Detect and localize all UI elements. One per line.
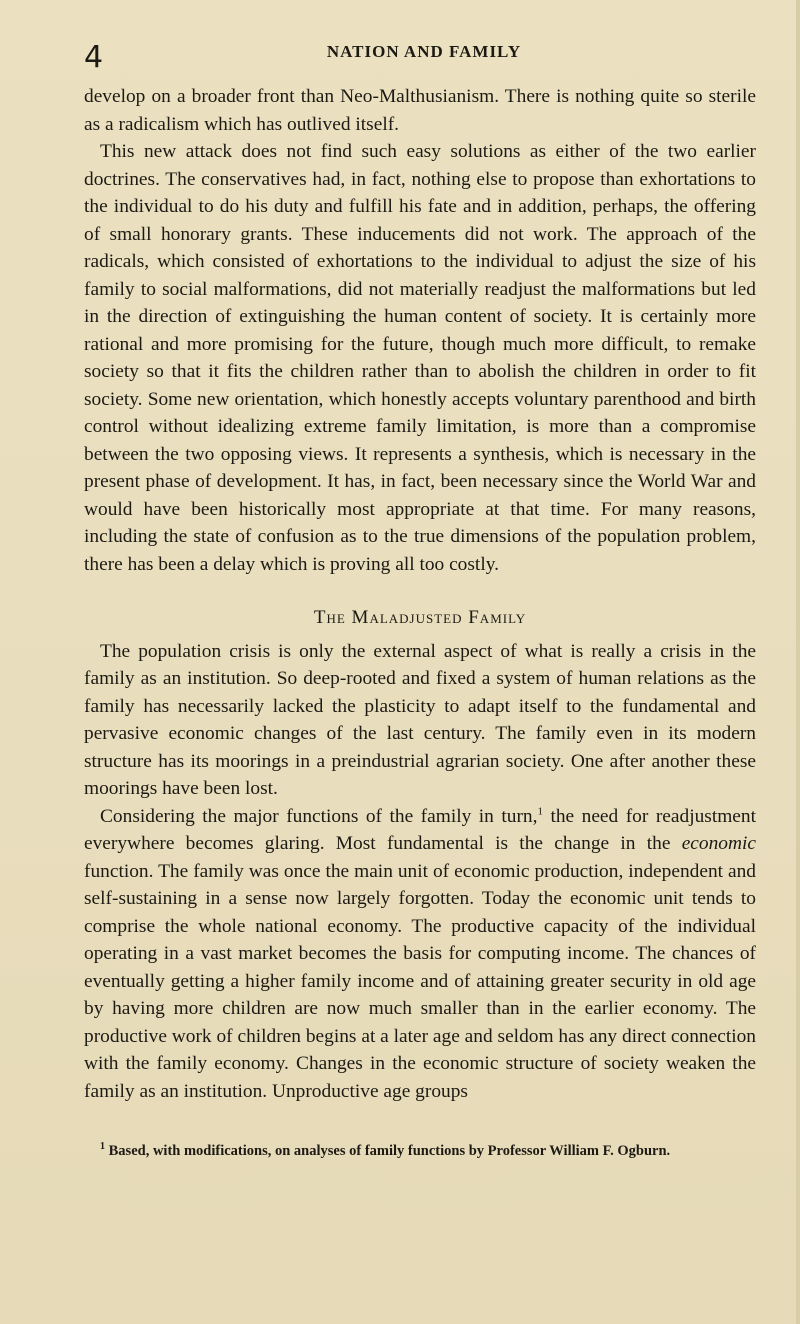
running-head: NATION AND FAMILY xyxy=(326,42,522,61)
page-number: 4 xyxy=(84,40,104,75)
page-edge xyxy=(796,0,800,1324)
page-header xyxy=(84,38,764,78)
footnote-text: Based, with modifications, on analyses of family functions by Professor William F. Ogburn. xyxy=(108,1142,671,1159)
footnote-reference: 1 xyxy=(537,805,543,818)
footnote-mark: 1 xyxy=(100,1141,105,1152)
section-heading: The Maladjusted Family xyxy=(313,607,527,628)
footnote xyxy=(100,1141,760,1160)
paragraph-4-part-b: the need for readjustment everywhere becomes glaring. Most fundamental is the change in the xyxy=(84,805,756,854)
paragraph-3: The population crisis is only the external aspect of what is really a crisis in the family as an institution. So deep-rooted and fixed a system of human relations as the family has necessarily lacked the plasticity to adapt itself to the fundamental and pervasive economic changes of the last century. The family even in its modern structure has its moorings in a preindustrial agrarian society. One after another these moorings have been lost. xyxy=(84,640,756,799)
emphasis-economic: economic xyxy=(681,833,756,854)
paragraph-2: This new attack does not find such easy solutions as either of the two earlier doctrines. The conservatives had, in fact, nothing else to propose than exhortations to the individual to do his duty and fulfill his fate and in addition, perhaps, the offering of small honorary grants. These inducements did not work. The approach of the radicals, which consisted of exhortations to the individual to adjust the size of his family to social malformations, did not materially readjust the malformations but led in the direction of extinguishing the human content of society. It is certainly more rational and more promising for the future, though much more difficult, to remake society so that it fits the children rather than to abolish the children in order to fit society. Some new orientation, which honestly accepts voluntary parenthood and birth control without idealizing extreme family limitation, is more than a compromise between the two opposing views. It represents a synthesis, which is necessary in the present phase of development. It has, in fact, been necessary since the World War and would have been historically most appropriate at that time. For many reasons, including the state of confusion as to the true dimensions of the population problem, there has been a delay which is proving all too costly. xyxy=(84,141,756,575)
paragraph-1: develop on a broader front than Neo-Malthusianism. There is nothing quite so sterile as a radicalism which has outlived itself. xyxy=(84,86,756,135)
paragraph-4 xyxy=(84,803,756,1106)
paragraph-4-part-c: function. The family was once the main unit of economic production, independent and self-sustaining in a sense now largely forgotten. Today the economic unit tends to comprise the whole national economy. The productive capacity of the individual operating in a vast market becomes the basis for computing income. The chances of eventually getting a higher family income and of attaining greater security in old age by having more children are now much smaller than in the earlier economy. The productive work of children begins at a later age and seldom has any direct connection with the family economy. Changes in the economic structure of society weaken the family as an institution. Unproductive age groups xyxy=(84,860,756,1102)
body-text xyxy=(84,83,756,1105)
paragraph-4-part-a: Considering the major functions of the family in turn, xyxy=(100,805,538,827)
